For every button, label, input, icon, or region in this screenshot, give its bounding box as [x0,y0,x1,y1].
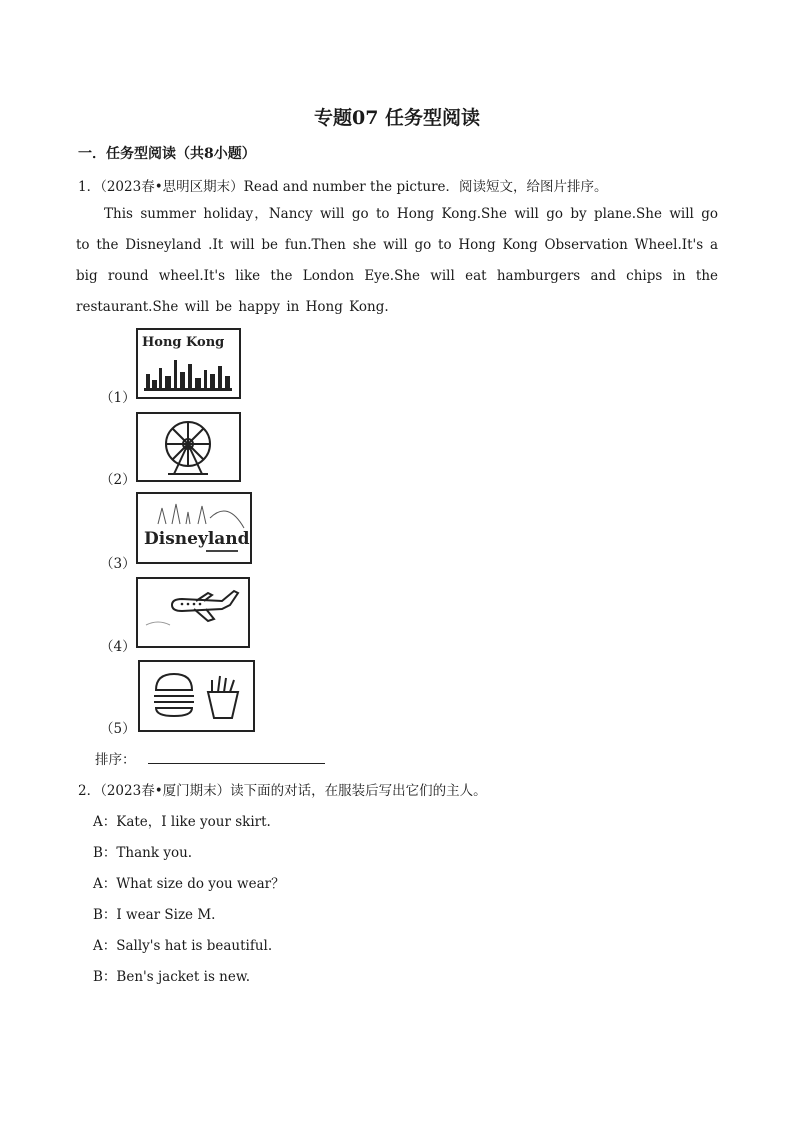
question-1-instruction: Read and number the picture．阅读短文，给图片排序。 [243,179,608,195]
question-1-header [78,175,608,195]
question-1-passage: This summer holiday，Nancy will go to Hong Kong.She will go by plane.She will go to the Disneyland .It will be fun.Then she will go to Hong Kong Observation Wheel.It's a big round wheel.It's like the London Eye.She will eat hamburgers and chips in the restaurant.She will be happy in Hong Kong. [76,206,718,315]
question-2-header [78,779,487,799]
dialogue-line: B：Ben's jacket is new. [93,969,251,985]
hong-kong-skyline-icon [136,328,241,399]
airplane-icon [136,577,250,648]
picture-1-caption: Hong Kong [142,335,225,350]
dialogue-line: B：Thank you. [93,845,193,861]
picture-3-label: （3） [100,556,136,572]
picture-1-label: （1） [100,390,136,406]
disneyland-logo-icon [136,492,252,564]
question-1-number: 1． [78,179,101,195]
picture-4-label: （4） [100,639,136,655]
question-2-source: （2023春•厦门期末） [100,783,231,799]
answer-blank[interactable] [148,762,325,764]
dialogue-line: B：I wear Size M. [93,907,216,923]
question-1-source: （2023春•思明区期末） [100,179,244,195]
dialogue-line: A：What size do you wear？ [93,876,285,892]
hamburger-chips-icon [138,660,255,732]
picture-5-label: （5） [100,721,136,737]
dialogue-line: A：Sally's hat is beautiful. [93,938,273,954]
picture-2-label: （2） [100,472,136,488]
answer-label: 排序： [95,752,136,768]
question-2-instruction: 读下面的对话，在服装后写出它们的主人。 [230,783,487,799]
picture-3-caption: Disneyland [144,529,250,549]
dialogue-line: A：Kate，I like your skirt. [93,814,271,830]
question-2-number: 2． [78,783,101,799]
page-title: 专题07 任务型阅读 [313,107,481,129]
ferris-wheel-icon [136,412,241,482]
section-heading: 一．任务型阅读（共8小题） [78,146,256,162]
